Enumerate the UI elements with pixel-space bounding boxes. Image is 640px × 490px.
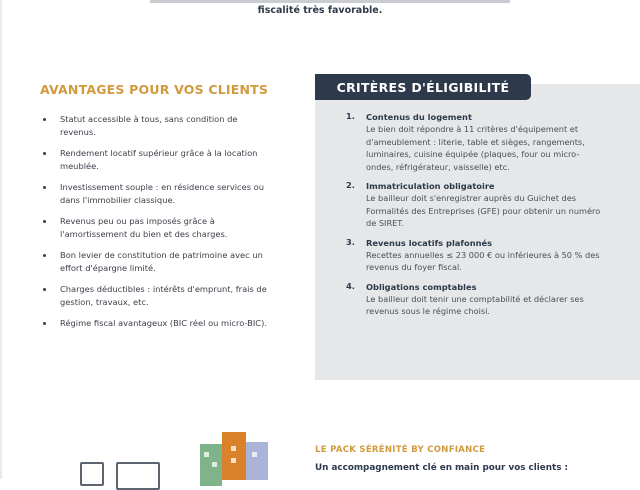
criteria-list xyxy=(346,111,606,325)
window xyxy=(252,452,257,457)
advantage-item: Statut accessible à tous, sans condition de revenus. xyxy=(40,113,270,138)
criteria-number: 1. xyxy=(346,111,355,121)
intro-text: fiscalité très favorable. xyxy=(257,5,383,16)
building-shape xyxy=(246,442,268,480)
pack-heading: LE PACK SÉRÉNITÉ BY CONFIANCE xyxy=(315,445,486,455)
advantage-item: Rendement locatif supérieur grâce à la location meublée. xyxy=(40,147,270,172)
criteria-number: 4. xyxy=(346,280,355,291)
criteria-title: Immatriculation obligatoire xyxy=(366,181,495,191)
top-divider xyxy=(150,0,510,3)
criteria-item xyxy=(346,180,606,230)
advantage-item: Investissement souple : en résidence services ou dans l'immobilier classique. xyxy=(40,181,270,206)
pack-subtitle: Un accompagnement clé en main pour vos clients : xyxy=(315,463,569,473)
advantage-item: Charges déductibles : intérêts d'emprunt, frais de gestion, travaux, etc. xyxy=(40,283,270,308)
advantages-heading: AVANTAGES POUR VOS CLIENTS xyxy=(40,82,269,97)
window xyxy=(204,452,209,457)
advantage-item: Revenus peu ou pas imposés grâce à l'amortissement du bien et des charges. xyxy=(40,215,270,240)
criteria-body: Recettes annuelles ≤ 23 000 € ou inférieures à 50 % des revenus du foyer fiscal. xyxy=(366,249,600,272)
criteria-number: 3. xyxy=(346,236,355,247)
building-shape xyxy=(200,444,222,486)
criteria-number: 2. xyxy=(346,180,355,190)
appliance-icon xyxy=(80,462,104,486)
appliance-icon xyxy=(116,462,160,490)
window xyxy=(212,462,217,467)
criteria-item xyxy=(346,237,606,274)
criteria-body: Le bailleur doit tenir une comptabilité et déclarer ses revenus sous le régime choisi. xyxy=(366,293,584,316)
criteria-body: Le bien doit répondre à 11 critères d'équipement et d'ameublement : literie, table et sièges, rangements, luminaires, cuisine équipée (plaques, four ou micro-ondes, réfrigérateur, vaisselle) etc. xyxy=(366,124,585,172)
criteria-item xyxy=(346,281,606,318)
criteria-item xyxy=(346,111,606,173)
criteria-title: Obligations comptables xyxy=(366,281,477,292)
criteria-body: Le bailleur doit s'enregistrer auprès du Guichet des Formalités des Entreprises (GFE) pour obtenir un numéro de SIRET. xyxy=(366,193,601,228)
page-edge xyxy=(0,0,2,479)
advantages-list xyxy=(40,113,270,339)
advantage-item: Bon levier de constitution de patrimoine avec un effort d'épargne limité. xyxy=(40,249,270,274)
criteria-heading: CRITÈRES D'ÉLIGIBILITÉ xyxy=(315,74,531,100)
building-shape xyxy=(222,432,246,480)
criteria-title: Contenus du logement xyxy=(366,112,472,122)
advantage-item: Régime fiscal avantageux (BIC réel ou micro-BIC). xyxy=(40,317,270,330)
window xyxy=(231,458,236,463)
criteria-title: Revenus locatifs plafonnés xyxy=(366,237,493,248)
window xyxy=(231,446,236,451)
